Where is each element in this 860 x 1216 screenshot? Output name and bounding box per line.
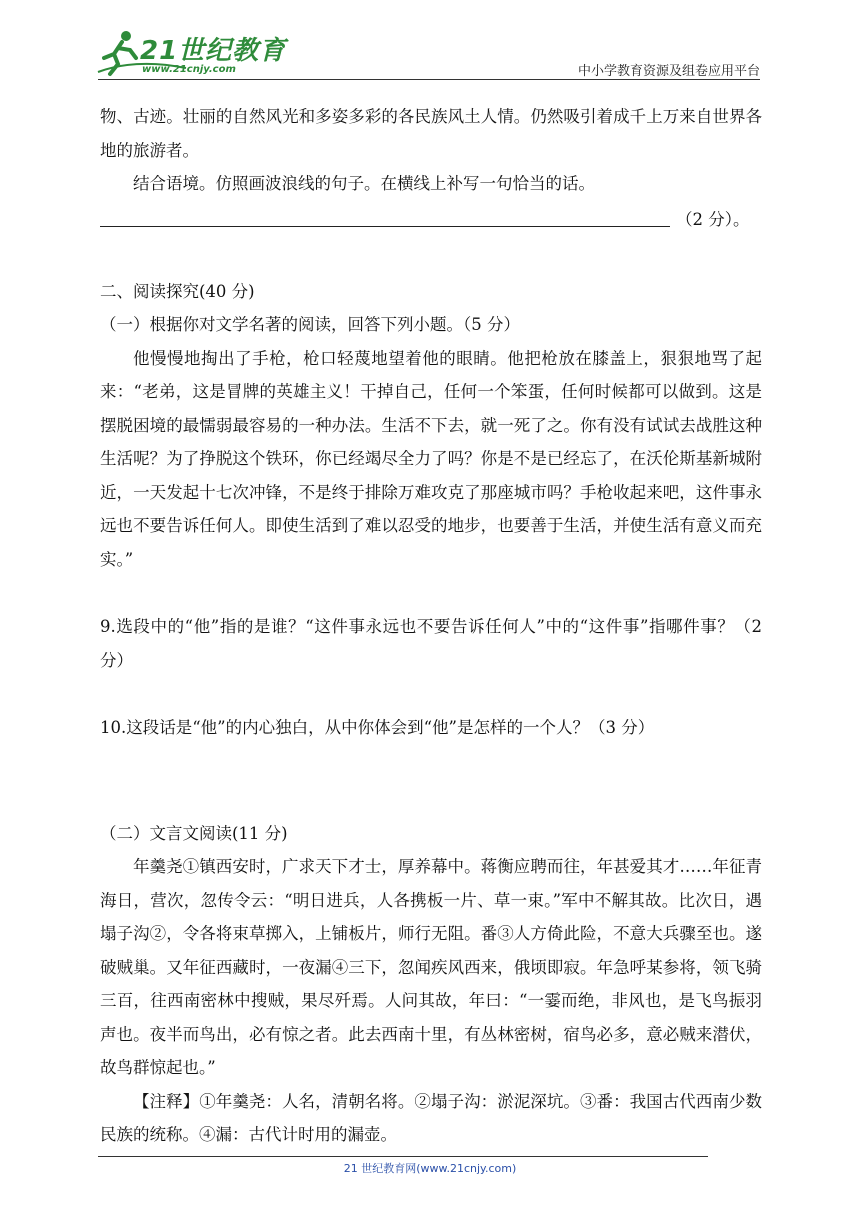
question-9: 9.选段中的“他”指的是谁？“这件事永远也不要告诉任何人”中的“这件事”指哪件事？（2 分） xyxy=(100,617,762,670)
annotation-note: 【注释】①年羹尧：人名，清朝名将。②塌子沟：淤泥深坑。③番：我国古代西南少数民族的统称。④漏：古代计时用的漏壶。 xyxy=(100,1091,762,1144)
page-header xyxy=(0,0,860,90)
question-10: 10.这段话是“他”的内心独白，从中你体会到“他”是怎样的一个人？（3 分） xyxy=(100,718,655,737)
score-label: （2 分）。 xyxy=(676,209,750,229)
section-title: 二、阅读探究(40 分) xyxy=(100,281,255,301)
document-body xyxy=(100,100,762,1152)
subsection-title-1: （一）根据你对文学名著的阅读，回答下列小题。（5 分） xyxy=(100,315,520,334)
header-divider xyxy=(98,79,760,80)
logo-url: www.21cnjy.com xyxy=(142,64,236,75)
logo-text: 21世纪教育 xyxy=(140,36,287,66)
answer-blank-row xyxy=(100,201,762,237)
subsection-title-2: （二）文言文阅读(11 分) xyxy=(100,823,288,843)
site-tagline: 中小学教育资源及组卷应用平台 xyxy=(577,64,760,79)
answer-blank-line[interactable] xyxy=(100,226,670,227)
reading-passage-1: 他慢慢地掏出了手枪，枪口轻蔑地望着他的眼睛。他把枪放在膝盖上，狠狠地骂了起来：“老弟，这是冒牌的英雄主义！干掉自己，任何一个笨蛋，任何时候都可以做到。这是摆脱困境的最懦弱最容易的一种办法。生活不下去，就一死了之。你有没有试试去战胜这种生活呢？为了挣脱这个铁环，你已经竭尽全力了吗？你是不是已经忘了，在沃伦斯基新城附近，一天发起十七次冲锋，不是终于排除万难攻克了那座城市吗？手枪收起来吧，这件事永远也不要告诉任何人。即使生活到了难以忍受的地步，也要善于生活，并使生活有意义而充实。” xyxy=(100,348,762,569)
instruction-text: 结合语境。仿照画波浪线的句子。在横线上补写一句恰当的话。 xyxy=(133,174,595,193)
paragraph-intro: 物、古迹。壮丽的自然风光和多姿多彩的各民族风土人情。仍然吸引着成千上万来自世界各地的旅游者。 xyxy=(100,107,762,160)
footer-link[interactable]: 21 世纪教育网(www.21cnjy.com) xyxy=(343,1162,517,1175)
footer-divider xyxy=(98,1156,708,1157)
reading-passage-2: 年羹尧①镇西安时，广求天下才士，厚养幕中。蒋衡应聘而往，年甚爱其才……年征青海日，营次，忽传令云：“明日进兵，人各携板一片、草一束。”军中不解其故。比次日，遇塌子沟②，令各将束草掷入，上铺板片，师行无阻。番③人方倚此险，不意大兵骤至也。遂破贼巢。又年征西藏时，一夜漏④三下，忽闻疾风西来，俄顷即寂。年急呼某参将，领飞骑三百，往西南密林中搜贼，果尽歼焉。人问其故，年曰：“一霎而绝，非风也，是飞鸟振羽声也。夜半而鸟出，必有惊之者。此去西南十里，有丛林密树，宿鸟必多，意必贼来潜伏，故鸟群惊起也。” xyxy=(100,857,762,1077)
